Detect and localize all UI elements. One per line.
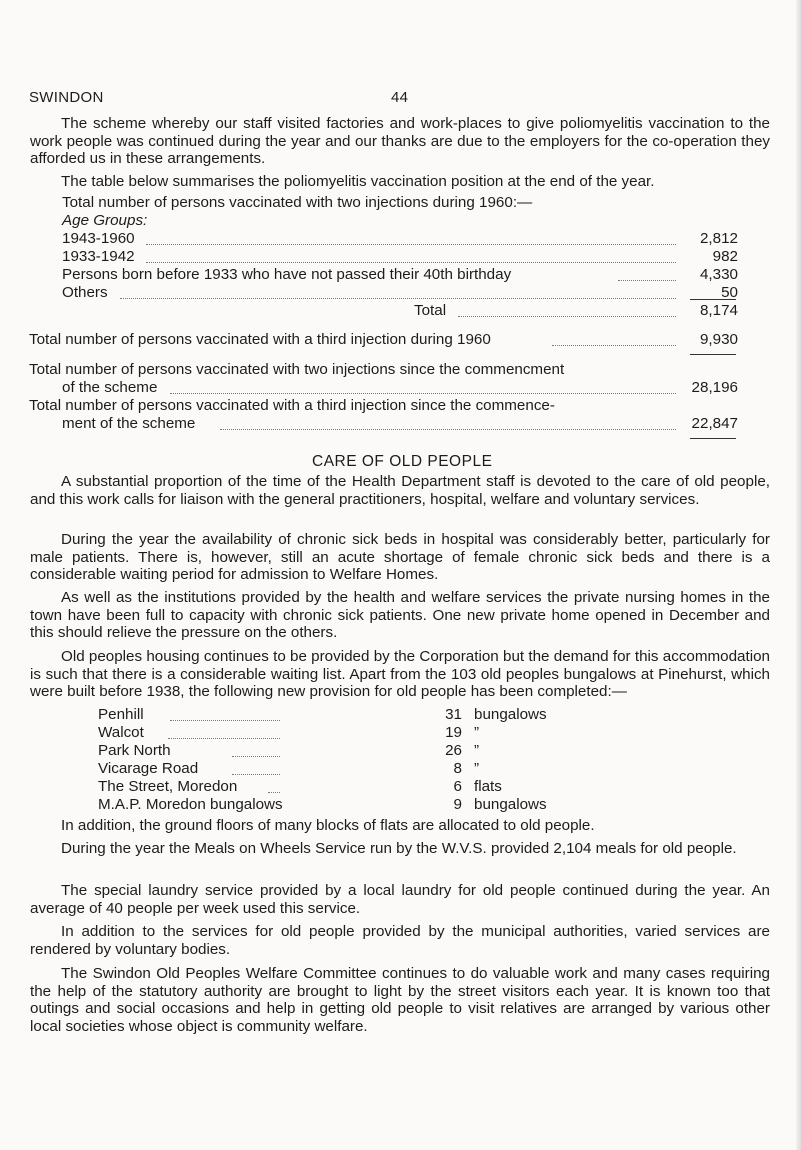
row-label: 1943-1960 bbox=[62, 230, 135, 247]
leader-dots bbox=[232, 774, 280, 775]
page-edge-shadow bbox=[796, 0, 801, 1150]
since-two-line-1: Total number of persons vaccinated with two injections since the commencment bbox=[29, 361, 565, 378]
total-value: 8,174 bbox=[699, 302, 738, 319]
leader-dots bbox=[618, 280, 676, 281]
since-third-value: 22,847 bbox=[691, 415, 738, 432]
row-value: 2,812 bbox=[699, 230, 738, 247]
leader-dots bbox=[220, 429, 676, 430]
housing-place: The Street, Moredon bbox=[98, 778, 238, 795]
age-groups-label: Age Groups: bbox=[62, 212, 148, 229]
housing-place: M.A.P. Moredon bungalows bbox=[98, 796, 283, 813]
total-label: Total bbox=[414, 302, 447, 319]
housing-type: ” bbox=[474, 724, 480, 741]
leader-dots bbox=[268, 792, 280, 793]
care-paragraph-3: As well as the institutions provided by the health and welfare services the private nursing homes in the town have been full to capacity with chronic sick patients. One new private home opened in December and this should relieve the pressure on the others. bbox=[30, 589, 770, 641]
running-header: SWINDON bbox=[29, 89, 104, 106]
care-paragraph-1: A substantial proportion of the time of the Health Department staff is devoted to the care of old people, and this work calls for liaison with the general practitioners, hospital, welfare and voluntary services. bbox=[30, 473, 770, 508]
housing-count: 6 bbox=[453, 778, 462, 795]
leader-dots bbox=[232, 756, 280, 757]
housing-type: bungalows bbox=[474, 796, 547, 813]
housing-place: Walcot bbox=[98, 724, 144, 741]
intro-paragraph-1: The scheme whereby our staff visited factories and work-places to give poliomyelitis vaccination to the work people was continued during the year and our thanks are due to the employers for the co-operation they afforded us in these arrangements. bbox=[30, 115, 770, 167]
since-two-line-2: of the scheme bbox=[62, 379, 158, 396]
row-value: 982 bbox=[712, 248, 738, 265]
leader-dots bbox=[458, 316, 676, 317]
housing-type: bungalows bbox=[474, 706, 547, 723]
leader-dots bbox=[170, 393, 676, 394]
rule bbox=[690, 299, 736, 300]
since-two-value: 28,196 bbox=[691, 379, 738, 396]
row-label: 1933-1942 bbox=[62, 248, 135, 265]
housing-place: Vicarage Road bbox=[98, 760, 199, 777]
housing-count: 26 bbox=[445, 742, 462, 759]
housing-count: 9 bbox=[453, 796, 462, 813]
since-third-line-1: Total number of persons vaccinated with a third injection since the commence- bbox=[29, 397, 555, 414]
leader-dots bbox=[170, 720, 280, 721]
row-value: 4,330 bbox=[699, 266, 738, 283]
housing-count: 19 bbox=[445, 724, 462, 741]
intro-paragraph-2: The table below summarises the poliomyelitis vaccination position at the end of the year. bbox=[61, 173, 655, 190]
third-injection-value: 9,930 bbox=[699, 331, 738, 348]
leader-dots bbox=[146, 244, 676, 245]
leader-dots bbox=[146, 262, 676, 263]
row-value: 50 bbox=[721, 284, 738, 301]
row-label: Persons born before 1933 who have not passed their 40th birthday bbox=[62, 266, 512, 283]
housing-type: flats bbox=[474, 778, 502, 795]
two-injections-heading: Total number of persons vaccinated with two injections during 1960:— bbox=[62, 194, 533, 211]
page-number: 44 bbox=[391, 89, 409, 106]
rule bbox=[690, 438, 736, 439]
care-paragraph-8: In addition to the services for old people provided by the municipal authorities, varied services are rendered by voluntary bodies. bbox=[30, 923, 770, 958]
leader-dots bbox=[552, 345, 676, 346]
housing-count: 31 bbox=[445, 706, 462, 723]
section-heading: CARE OF OLD PEOPLE bbox=[312, 453, 493, 470]
housing-type: ” bbox=[474, 760, 480, 777]
housing-type: ” bbox=[474, 742, 480, 759]
rule bbox=[690, 354, 736, 355]
leader-dots bbox=[168, 738, 280, 739]
care-paragraph-2: During the year the availability of chronic sick beds in hospital was considerably better, particularly for male patients. There is, however, still an acute shortage of female chronic sick beds and there is a considerable waiting period for admission to Welfare Homes. bbox=[30, 531, 770, 583]
since-third-line-2: ment of the scheme bbox=[62, 415, 196, 432]
care-paragraph-6: During the year the Meals on Wheels Service run by the W.V.S. provided 2,104 meals for old people. bbox=[61, 840, 737, 857]
housing-place: Penhill bbox=[98, 706, 144, 723]
care-paragraph-5: In addition, the ground floors of many blocks of flats are allocated to old people. bbox=[61, 817, 595, 834]
housing-place: Park North bbox=[98, 742, 171, 759]
row-label: Others bbox=[62, 284, 108, 301]
care-paragraph-4: Old peoples housing continues to be provided by the Corporation but the demand for this accommodation is such that there is a considerable waiting list. Apart from the 103 old peoples bungalows at Pinehurst, which were built before 1938, the following new provision for old people has been completed:— bbox=[30, 648, 770, 700]
third-injection-label: Total number of persons vaccinated with a third injection during 1960 bbox=[29, 331, 491, 348]
housing-count: 8 bbox=[453, 760, 462, 777]
care-paragraph-9: The Swindon Old Peoples Welfare Committee continues to do valuable work and many cases requiring the help of the statutory authority are brought to light by the street visitors each year. It is known too that outings and social occasions and help in getting old people to visit relatives are arranged by various other local societies whose object is community welfare. bbox=[30, 965, 770, 1035]
care-paragraph-7: The special laundry service provided by a local laundry for old people continued during the year. An average of 40 people per week used this service. bbox=[30, 882, 770, 917]
leader-dots bbox=[120, 298, 676, 299]
